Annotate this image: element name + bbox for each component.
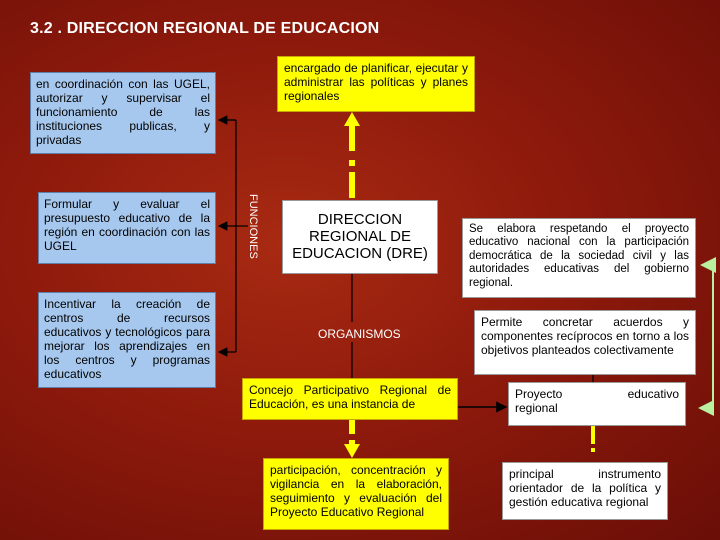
page-title: 3.2 . DIRECCION REGIONAL DE EDUCACION	[30, 20, 380, 37]
top-box-planificar: encargado de planificar, ejecutar y administrar las políticas y planes regionales	[277, 56, 475, 112]
proyecto-box: Proyecto educativo regional	[508, 382, 686, 426]
dashed-arrow-up	[344, 112, 360, 198]
left-box-presupuesto: Formular y evaluar el presupuesto educativo de la región en coordinación con las UGEL	[38, 192, 216, 264]
right-box-permite: Permite concretar acuerdos y componentes recíprocos en torno a los objetivos planteados colectivamente	[474, 310, 696, 375]
funciones-label: FUNCIONES	[247, 193, 259, 259]
organismos-label: ORGANISMOS	[318, 327, 401, 341]
dre-box: DIRECCION REGIONAL DE EDUCACION (DRE)	[282, 200, 438, 274]
left-box-supervisar: en coordinación con las UGEL, autorizar y supervisar el funcionamiento de las instituciones publicas, y privadas	[30, 72, 216, 154]
left-box-recursos: Incentivar la creación de centros de recursos educativos y tecnológicos para mejorar los aprendizajes en los centros y programas educativos	[38, 292, 216, 388]
concejo-box: Concejo Participativo Regional de Educación, es una instancia de	[242, 378, 458, 420]
participacion-box: participación, concentración y vigilancia en la elaboración, seguimiento y evaluación del Proyecto Educativo Regional	[263, 458, 449, 530]
principal-box: principal instrumento orientador de la política y gestión educativa regional	[502, 462, 668, 520]
right-box-elabora: Se elabora respetando el proyecto educativo nacional con la participación democrática de la sociedad civil y las autoridades educativas del gobierno regional.	[462, 218, 696, 298]
right-bracket-green	[700, 265, 713, 408]
dashed-arrow-down	[344, 420, 360, 458]
dashed-line-proyecto-principal	[591, 426, 595, 452]
